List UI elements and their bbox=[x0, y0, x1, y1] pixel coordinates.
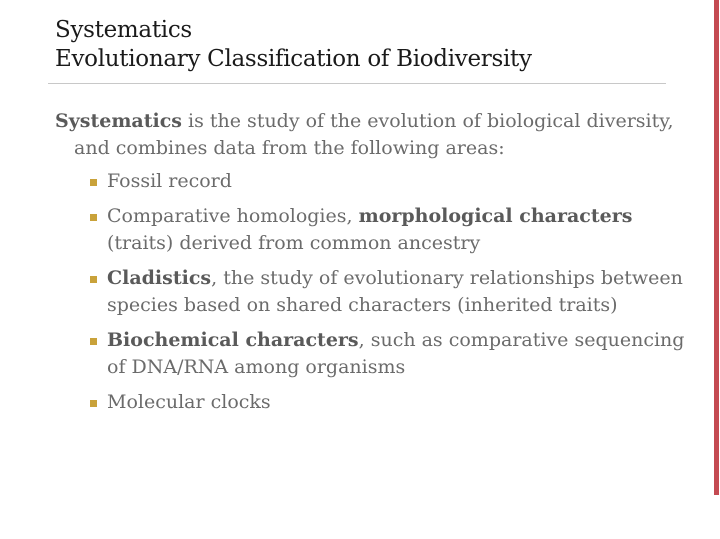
bullet-item-fossil-record bbox=[55, 168, 685, 195]
title-divider bbox=[48, 83, 666, 84]
bullet-text: Comparative homologies, bbox=[107, 205, 359, 227]
bullet-text: Molecular clocks bbox=[107, 391, 271, 413]
intro-term: Systematics bbox=[55, 110, 182, 132]
bullet-square-icon bbox=[90, 214, 97, 221]
bullet-list bbox=[55, 168, 685, 416]
bullet-bold-term: Cladistics bbox=[107, 267, 212, 289]
bullet-square-icon bbox=[90, 338, 97, 345]
bullet-item-biochemical-characters bbox=[55, 327, 685, 381]
title-line-2: Evolutionary Classification of Biodiversity bbox=[55, 46, 532, 72]
slide-title bbox=[55, 16, 532, 74]
intro-text: is the study of the evolution of biological diversity, and combines data from the following areas: bbox=[74, 110, 674, 159]
bullet-square-icon bbox=[90, 179, 97, 186]
accent-bar bbox=[714, 0, 719, 495]
bullet-item-comparative-homologies bbox=[55, 203, 685, 257]
bullet-text: Fossil record bbox=[107, 170, 232, 192]
bullet-square-icon bbox=[90, 276, 97, 283]
bullet-bold-term: Biochemical characters bbox=[107, 329, 359, 351]
title-line-1: Systematics bbox=[55, 17, 192, 43]
bullet-item-cladistics bbox=[55, 265, 685, 319]
bullet-bold-term: morphological characters bbox=[358, 205, 633, 227]
bullet-text-rest: , such as comparative sequencing of DNA/RNA among organisms bbox=[107, 329, 685, 378]
bullet-item-molecular-clocks bbox=[55, 389, 685, 416]
bullet-text-rest: , the study of evolutionary relationships between species based on shared characters (inherited traits) bbox=[107, 267, 683, 316]
bullet-square-icon bbox=[90, 400, 97, 407]
bullet-text-rest: (traits) derived from common ancestry bbox=[107, 232, 481, 254]
intro-paragraph bbox=[55, 108, 685, 162]
slide-body bbox=[55, 108, 685, 424]
